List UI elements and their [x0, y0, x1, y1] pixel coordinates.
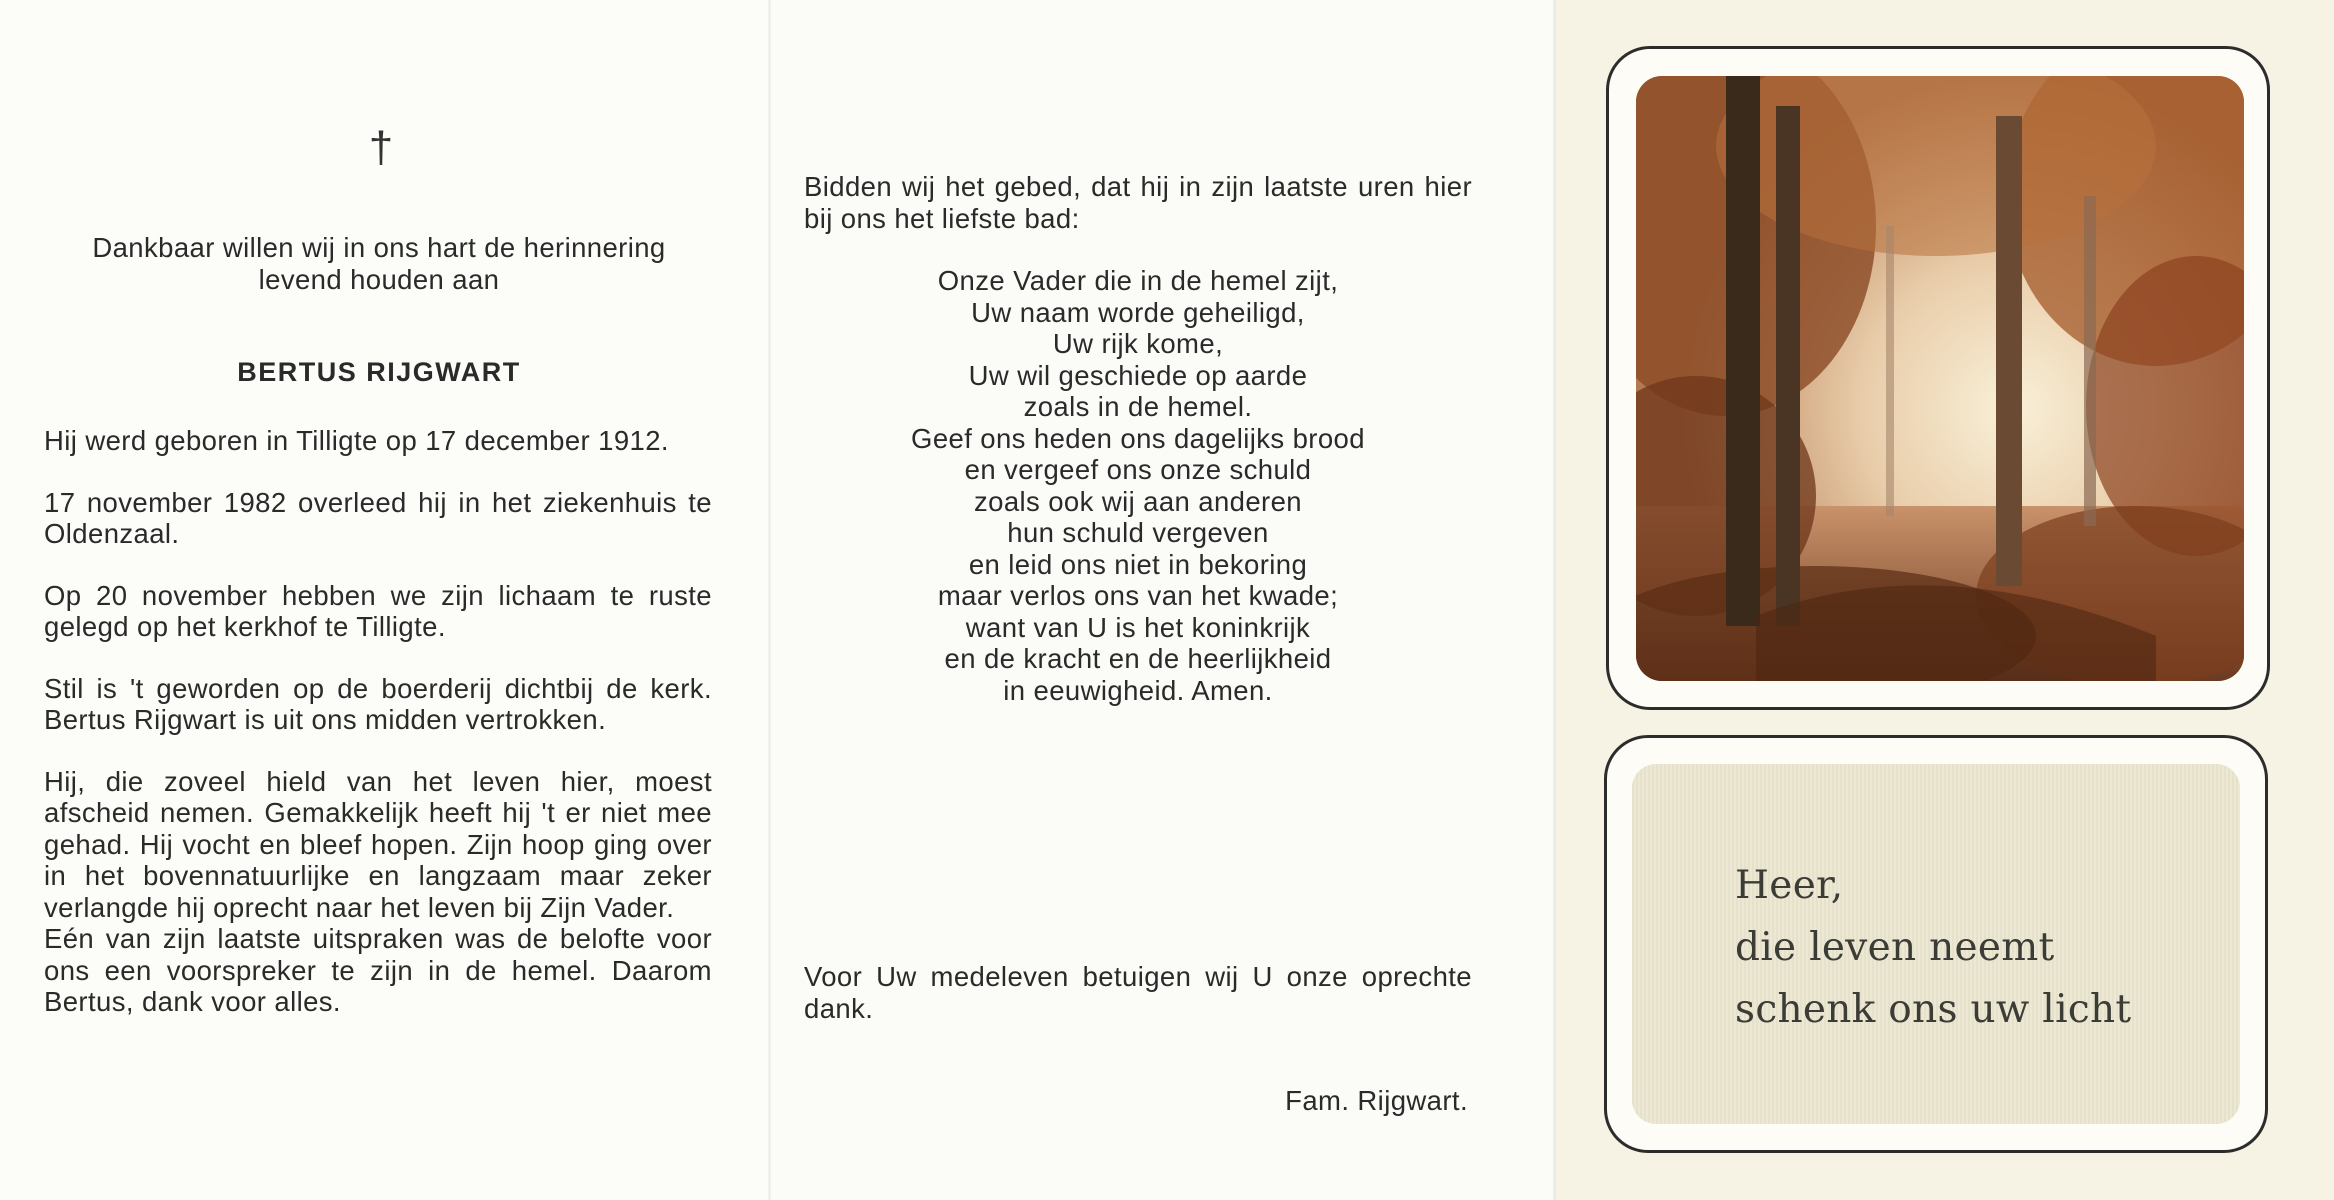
prayer-line: Geef ons heden ons dagelijks brood	[911, 422, 1365, 454]
prayer-line: hun schuld vergeven	[1007, 517, 1269, 548]
prayer-line: zoals ook wij aan anderen	[974, 485, 1302, 517]
bio-paragraph: Hij werd geboren in Tilligte op 17 december 1912.	[44, 425, 669, 456]
our-father-prayer	[804, 265, 1472, 706]
prayer-line: en vergeef ons onze schuld	[964, 454, 1312, 485]
prayer-line: Uw wil geschiede op aarde	[968, 359, 1308, 391]
fold-line-right	[1553, 0, 1556, 1200]
bio-paragraph: Eén van zijn laatste uitspraken was de belofte voor ons een voorspreker te zijn in de hemel. Daarom Bertus, dank voor alles.	[44, 923, 712, 1017]
prayer-line: maar verlos ons van het kwade;	[937, 580, 1339, 611]
prayer-line: en de kracht en de heerlijkheid	[944, 643, 1332, 674]
prayer-line: zoals in de hemel.	[1023, 391, 1253, 422]
biography	[44, 425, 712, 1018]
prayer-line: in eeuwigheid. Amen.	[1003, 674, 1273, 706]
thanks-text: Voor Uw medeleven betuigen wij U onze oprechte dank.	[804, 961, 1472, 1024]
forest-photo	[1636, 76, 2244, 681]
bio-paragraph: Hij, die zoveel hield van het leven hier, moest afscheid nemen. Gemakkelijk heeft hij 't er niet mee gehad. Hij vocht en bleef hopen. Zijn hoop ging over in het bovennatuurlijke en langzaam maar zeker verlangde hij oprecht naar het leven bij Zijn Vader.	[44, 765, 712, 923]
prayer-intro: Bidden wij het gebed, dat hij in zijn laatste uren hier bij ons het liefste bad:	[804, 171, 1472, 234]
deceased-name: BERTUS RIJGWART	[237, 357, 521, 387]
verse-line: schenk ons uw licht	[1735, 987, 2132, 1032]
verse-line: die leven neemt	[1735, 925, 2055, 970]
prayer-line: en leid ons niet in bekoring	[968, 548, 1308, 580]
fold-line-left	[768, 0, 771, 1200]
cross-icon: †	[368, 123, 394, 172]
intro-line: levend houden aan	[258, 263, 500, 295]
prayer-line: Onze Vader die in de hemel zijt,	[937, 265, 1339, 296]
verse-text	[1735, 855, 2195, 1041]
bio-paragraph: 17 november 1982 overleed hij in het ziekenhuis te Oldenzaal.	[44, 486, 712, 549]
prayer-line: Uw naam worde geheiligd,	[971, 296, 1305, 328]
bio-paragraph: Op 20 november hebben we zijn lichaam te ruste gelegd op het kerkhof te Tilligte.	[44, 579, 712, 642]
family-signature: Fam. Rijgwart.	[1285, 1085, 1468, 1116]
verse-line: Heer,	[1735, 863, 1844, 908]
prayer-line: Uw rijk kome,	[1052, 328, 1224, 359]
intro-line: Dankbaar willen wij in ons hart de herinnering	[92, 232, 666, 263]
prayer-line: want van U is het koninkrijk	[965, 611, 1311, 643]
bio-paragraph: Stil is 't geworden op de boerderij dichtbij de kerk. Bertus Rijgwart is uit ons midden vertrokken.	[44, 672, 712, 735]
intro-text	[44, 232, 714, 295]
